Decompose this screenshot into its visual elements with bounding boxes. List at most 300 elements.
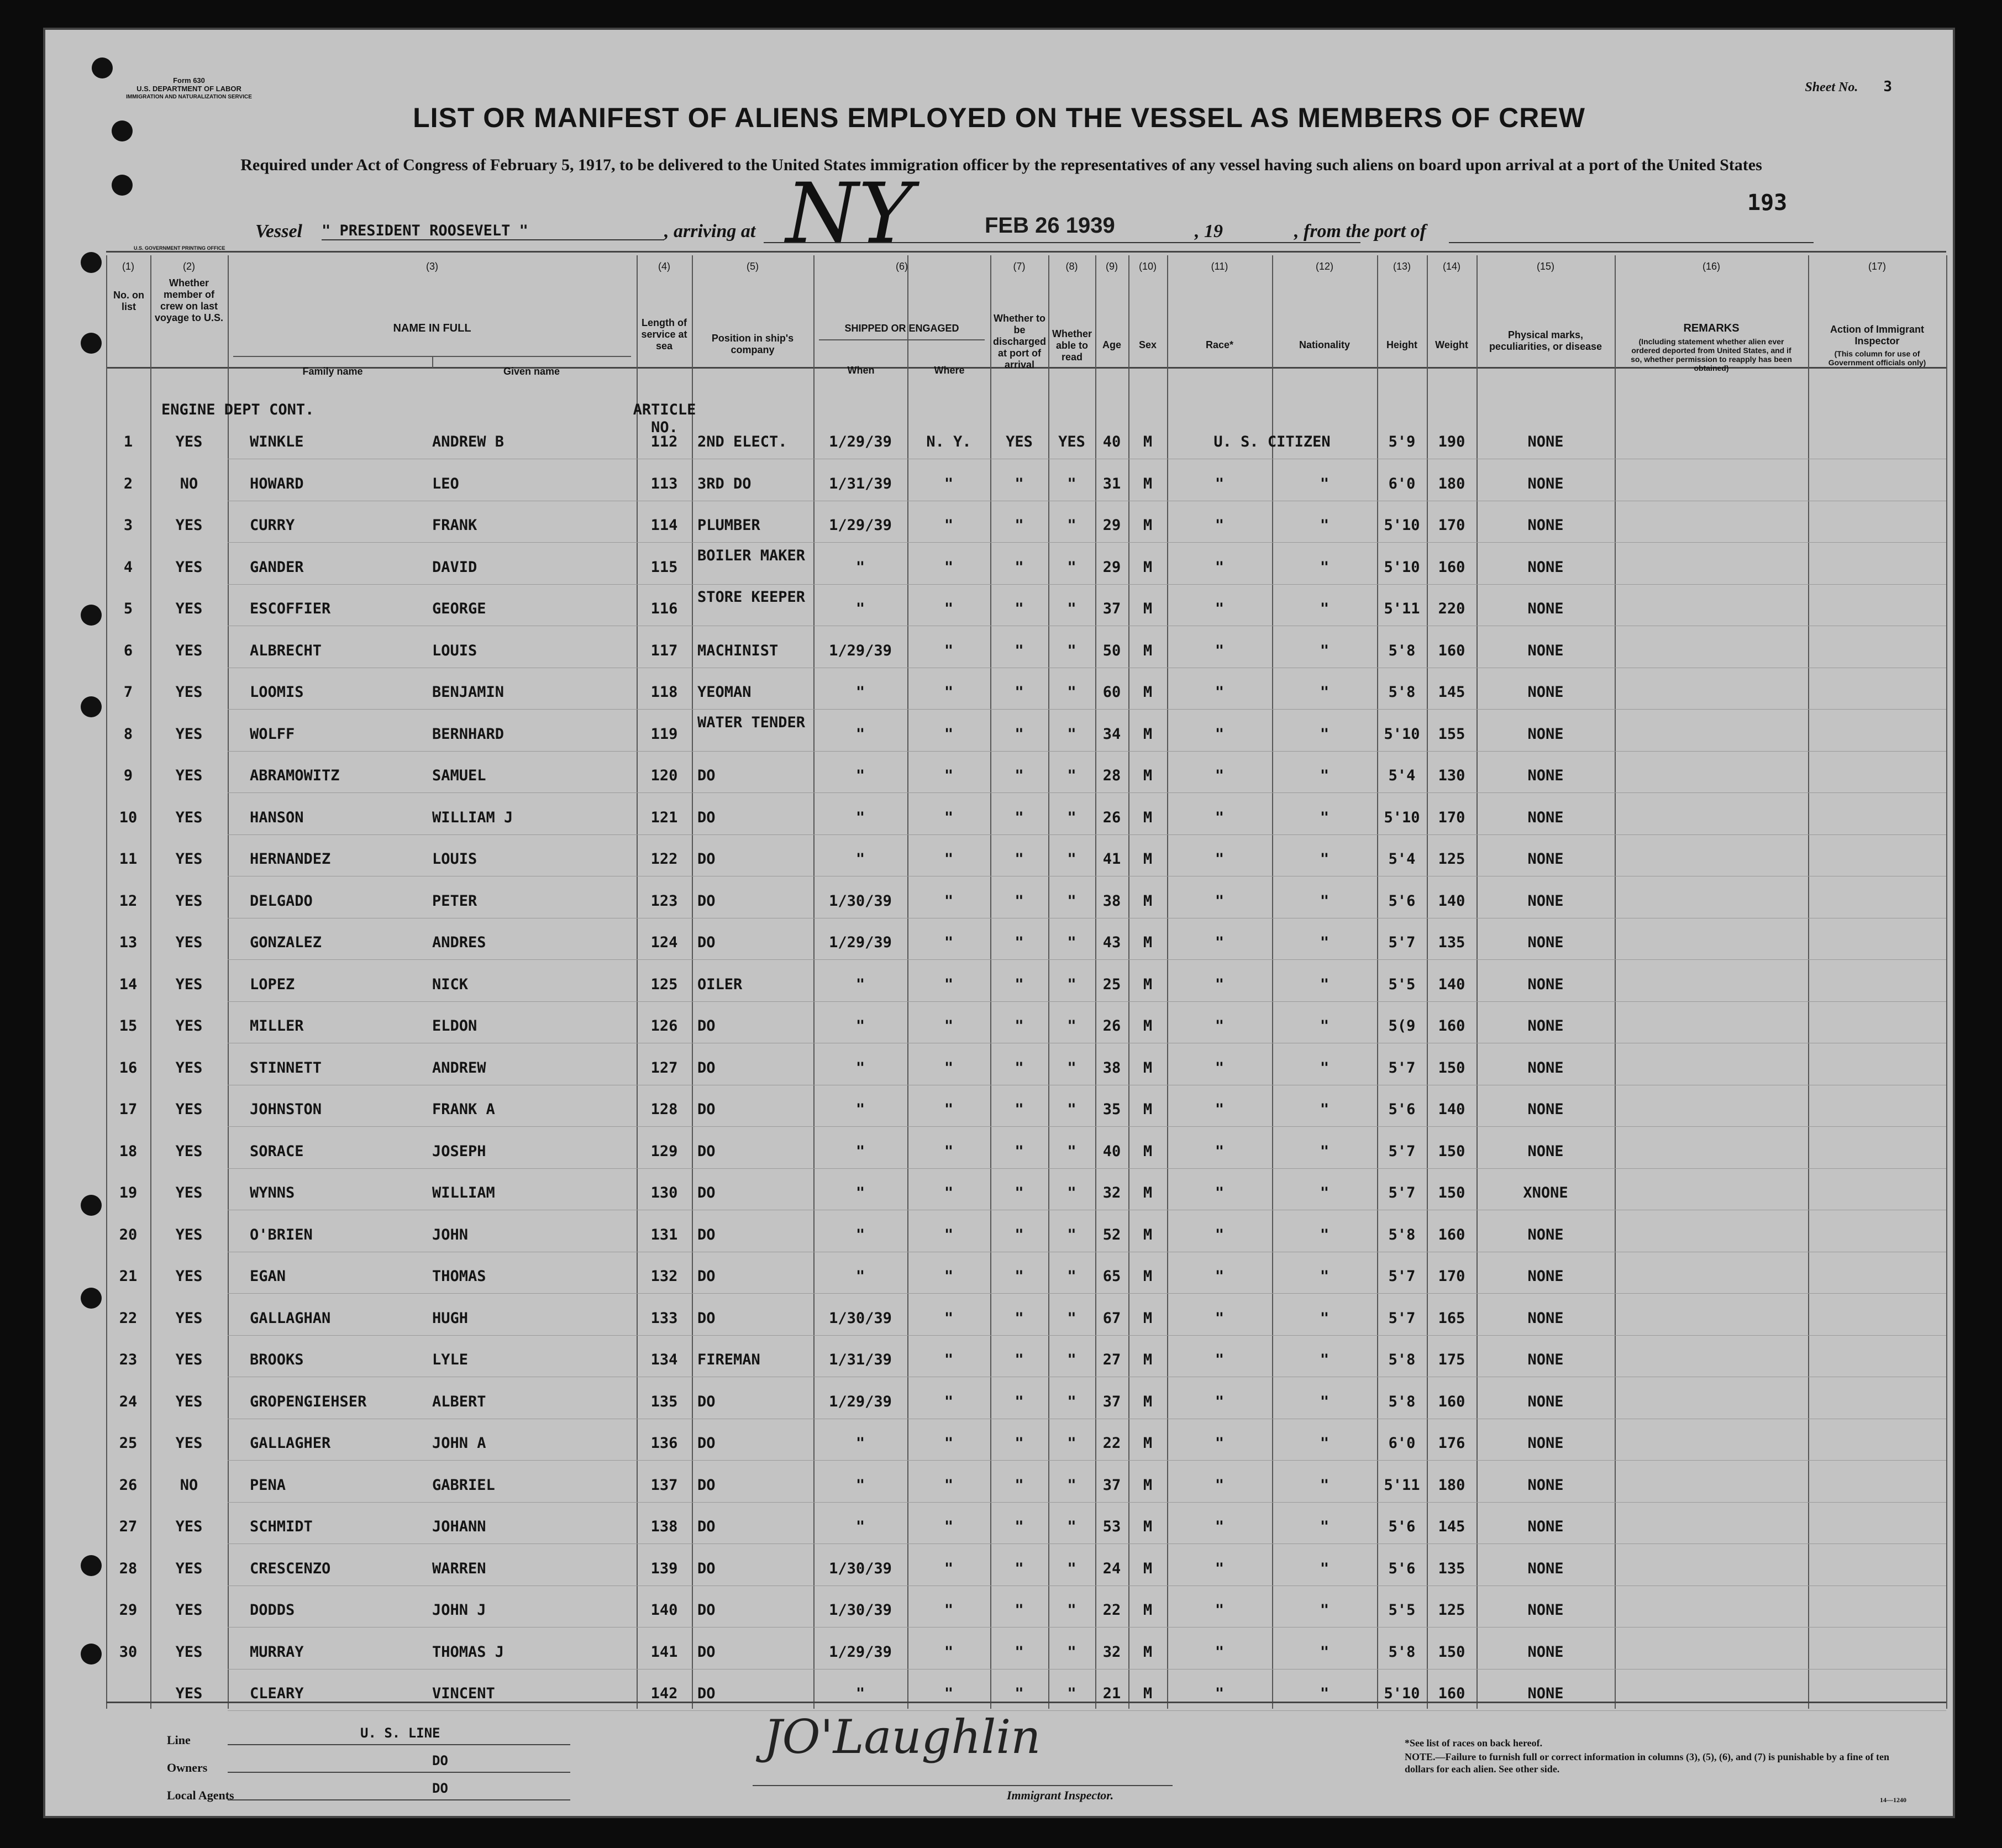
cell-read: ": [1067, 684, 1076, 701]
cell-member: YES: [175, 851, 203, 868]
cell-family: ALBRECHT: [250, 642, 322, 659]
cell-height: 6'0: [1388, 1435, 1416, 1452]
cell-sex: M: [1143, 1184, 1153, 1201]
cell-member: YES: [175, 1184, 203, 1201]
cell-article: 127: [650, 1059, 678, 1077]
binder-hole: [112, 175, 133, 196]
year-underline: [1244, 241, 1289, 243]
cell-no: 28: [119, 1560, 138, 1577]
cell-when: 1/29/39: [829, 517, 892, 534]
col-num: (9): [1106, 261, 1118, 272]
table-row: [45, 1184, 1955, 1217]
cell-weight: 170: [1438, 809, 1465, 826]
header-weight: Weight: [1435, 339, 1468, 350]
cell-member: NO: [180, 1476, 198, 1494]
cell-sex: M: [1143, 1017, 1153, 1035]
cell-age: 37: [1102, 1476, 1121, 1494]
cell-race: ": [1215, 1351, 1225, 1368]
crew-table-body: [45, 428, 1955, 1704]
cell-where: ": [944, 1435, 954, 1452]
cell-physical: NONE: [1527, 1476, 1564, 1494]
row-guide-line: [228, 1502, 1946, 1503]
cell-article: 129: [650, 1142, 678, 1160]
cell-nationality: ": [1320, 1101, 1330, 1118]
header-when: When: [847, 365, 875, 376]
cell-sex: M: [1143, 975, 1153, 993]
cell-physical: XNONE: [1523, 1184, 1568, 1201]
cell-race: ": [1215, 642, 1225, 659]
cell-age: 67: [1102, 1309, 1121, 1327]
cell-height: 5'6: [1388, 1518, 1416, 1535]
cell-discharged: ": [1015, 1685, 1024, 1702]
cell-position: DO: [697, 1226, 716, 1243]
row-guide-line: [228, 1168, 1946, 1169]
cell-read: ": [1067, 1351, 1076, 1368]
cell-position: DO: [697, 1184, 716, 1201]
col-num: (6): [896, 261, 908, 272]
cell-no: 12: [119, 892, 138, 910]
cell-discharged: ": [1015, 1393, 1024, 1410]
col-num: (17): [1868, 261, 1886, 272]
cell-physical: NONE: [1527, 433, 1564, 450]
cell-member: NO: [180, 475, 198, 492]
cell-family: GANDER: [250, 558, 304, 576]
header-family: Family name: [302, 366, 363, 377]
cell-when: ": [855, 975, 865, 993]
cell-given: THOMAS: [432, 1268, 486, 1285]
cell-family: GALLAGHAN: [250, 1309, 331, 1327]
cell-given: ELDON: [432, 1017, 477, 1035]
cell-position: DO: [697, 809, 716, 826]
cell-position: DO: [697, 1309, 716, 1327]
cell-no: 27: [119, 1518, 138, 1535]
cell-read: ": [1067, 642, 1076, 659]
row-guide-line: [228, 1669, 1946, 1670]
cell-age: 43: [1102, 934, 1121, 951]
cell-height: 5'7: [1388, 1059, 1416, 1077]
cell-read: YES: [1058, 433, 1085, 450]
cell-weight: 175: [1438, 1351, 1465, 1368]
cell-age: 24: [1102, 1560, 1121, 1577]
cell-given: FRANK: [432, 517, 477, 534]
table-row: [45, 1017, 1955, 1051]
table-row: [45, 547, 1955, 592]
cell-family: STINNETT: [250, 1059, 322, 1077]
col-num: (13): [1393, 261, 1411, 272]
cell-weight: 125: [1438, 1602, 1465, 1619]
cell-no: 1: [123, 433, 133, 450]
cell-where: ": [944, 1602, 954, 1619]
cell-discharged: ": [1015, 1435, 1024, 1452]
cell-where: ": [944, 1101, 954, 1118]
cell-race: ": [1215, 892, 1225, 910]
cell-read: ": [1067, 1685, 1076, 1702]
cell-where: ": [944, 934, 954, 951]
table-row: [45, 433, 1955, 466]
cell-nationality: ": [1320, 1059, 1330, 1077]
row-guide-line: [228, 1335, 1946, 1336]
cell-race: ": [1215, 725, 1225, 743]
cell-nationality: ": [1320, 1393, 1330, 1410]
cell-read: ": [1067, 517, 1076, 534]
cell-race: ": [1215, 809, 1225, 826]
cell-family: ESCOFFIER: [250, 600, 331, 617]
cell-family: CLEARY: [250, 1685, 304, 1702]
table-row: [45, 1518, 1955, 1551]
cell-sex: M: [1143, 1142, 1153, 1160]
cell-no: 24: [119, 1393, 138, 1410]
cell-article: 125: [650, 975, 678, 993]
cell-no: 2: [123, 475, 133, 492]
cell-where: ": [944, 558, 954, 576]
cell-read: ": [1067, 1142, 1076, 1160]
table-row: [45, 1143, 1955, 1176]
cell-physical: NONE: [1527, 851, 1564, 868]
cell-read: ": [1067, 1017, 1076, 1035]
cell-discharged: ": [1015, 1101, 1024, 1118]
cell-where: ": [944, 600, 954, 617]
cell-given: VINCENT: [432, 1685, 495, 1702]
cell-position: 3RD DO: [697, 475, 752, 492]
cell-member: YES: [175, 1226, 203, 1243]
cell-height: 5'11: [1384, 600, 1420, 617]
cell-given: JOHN A: [432, 1435, 486, 1452]
cell-physical: NONE: [1527, 1685, 1564, 1702]
cell-when: 1/30/39: [829, 1602, 892, 1619]
cell-position: DO: [697, 1059, 716, 1077]
cell-article: 131: [650, 1226, 678, 1243]
cell-nationality: ": [1320, 1142, 1330, 1160]
cell-sex: M: [1143, 1685, 1153, 1702]
cell-nationality: ": [1320, 475, 1330, 492]
cell-when: ": [855, 558, 865, 576]
cell-where: ": [944, 517, 954, 534]
cell-article: 115: [650, 558, 678, 576]
table-row: [45, 1477, 1955, 1510]
cell-weight: 160: [1438, 1685, 1465, 1702]
cell-race: ": [1215, 1393, 1225, 1410]
table-row: [45, 589, 1955, 633]
cell-article: 137: [650, 1476, 678, 1494]
cell-article: 117: [650, 642, 678, 659]
cell-physical: NONE: [1527, 975, 1564, 993]
cell-when: 1/30/39: [829, 1560, 892, 1577]
cell-given: GEORGE: [432, 600, 486, 617]
cell-weight: 190: [1438, 433, 1465, 450]
cell-physical: NONE: [1527, 892, 1564, 910]
cell-nationality: ": [1320, 892, 1330, 910]
col-num: (2): [183, 261, 195, 272]
table-row: [45, 1059, 1955, 1093]
cell-position: DO: [697, 1643, 716, 1661]
header-no-on-list: No. on list: [113, 290, 144, 312]
cell-member: YES: [175, 1142, 203, 1160]
signature-rule: [753, 1785, 1173, 1786]
cell-physical: NONE: [1527, 1017, 1564, 1035]
table-row: [45, 1351, 1955, 1384]
cell-weight: 160: [1438, 1226, 1465, 1243]
cell-sex: M: [1143, 809, 1153, 826]
cell-height: 5'4: [1388, 767, 1416, 784]
cell-height: 5'10: [1384, 517, 1420, 534]
cell-when: 1/29/39: [829, 934, 892, 951]
cell-race: ": [1215, 1059, 1225, 1077]
cell-family: SCHMIDT: [250, 1518, 313, 1535]
cell-family: O'BRIEN: [250, 1226, 313, 1243]
cell-physical: NONE: [1527, 1101, 1564, 1118]
cell-member: YES: [175, 1017, 203, 1035]
col-num: (15): [1536, 261, 1554, 272]
cell-article: 119: [650, 725, 678, 743]
cell-discharged: ": [1015, 1476, 1024, 1494]
cell-where: ": [944, 1309, 954, 1327]
cell-sex: M: [1143, 642, 1153, 659]
col-num: (12): [1315, 261, 1333, 272]
row-guide-line: [228, 1126, 1946, 1127]
table-top-rule: [106, 251, 1946, 253]
cell-nationality: ": [1320, 725, 1330, 743]
cell-family: EGAN: [250, 1268, 286, 1285]
cell-race: ": [1215, 1602, 1225, 1619]
cell-member: YES: [175, 934, 203, 951]
cell-when: 1/30/39: [829, 1309, 892, 1327]
cell-age: 29: [1102, 517, 1121, 534]
cell-nationality: ": [1320, 517, 1330, 534]
cell-given: LOUIS: [432, 642, 477, 659]
cell-discharged: ": [1015, 1017, 1024, 1035]
cell-member: YES: [175, 684, 203, 701]
cell-read: ": [1067, 1184, 1076, 1201]
row-guide-line: [228, 1710, 1946, 1711]
cell-given: ALBERT: [432, 1393, 486, 1410]
inspector-signature: JO'Laughlin: [764, 1710, 1041, 1764]
cell-when: 1/29/39: [829, 1643, 892, 1661]
cell-where: ": [944, 767, 954, 784]
col-num: (5): [747, 261, 759, 272]
col-num: (16): [1702, 261, 1720, 272]
cell-no: 16: [119, 1059, 138, 1077]
cell-given: ANDREW: [432, 1059, 486, 1077]
cell-race: ": [1215, 1017, 1225, 1035]
table-row: [45, 976, 1955, 1009]
cell-race: ": [1215, 767, 1225, 784]
header-given: Given name: [503, 366, 560, 377]
cell-sex: M: [1143, 433, 1153, 450]
cell-age: 40: [1102, 433, 1121, 450]
footer-rule: [106, 1702, 1946, 1703]
cell-nationality: ": [1320, 851, 1330, 868]
cell-discharged: ": [1015, 1351, 1024, 1368]
cell-article: 114: [650, 517, 678, 534]
header-height: Height: [1386, 339, 1417, 350]
header-shipped: SHIPPED OR ENGAGED: [844, 323, 959, 334]
cell-no: 11: [119, 851, 138, 868]
cell-no: 19: [119, 1184, 138, 1201]
cell-age: 34: [1102, 725, 1121, 743]
cell-when: ": [855, 1685, 865, 1702]
binder-hole: [92, 57, 113, 78]
table-row: [45, 1268, 1955, 1301]
cell-position: STORE KEEPER: [697, 589, 806, 606]
cell-sex: M: [1143, 1226, 1153, 1243]
cell-when: ": [855, 1226, 865, 1243]
cell-physical: NONE: [1527, 1226, 1564, 1243]
cell-discharged: ": [1015, 975, 1024, 993]
cell-weight: 155: [1438, 725, 1465, 743]
row-guide-line: [228, 959, 1946, 960]
cell-member: YES: [175, 558, 203, 576]
arriving-label: , arriving at: [664, 221, 756, 242]
cell-read: ": [1067, 892, 1076, 910]
agents-underline: [228, 1799, 570, 1800]
cell-member: YES: [175, 892, 203, 910]
printing-office: U.S. GOVERNMENT PRINTING OFFICE: [134, 245, 225, 251]
cell-height: 5'8: [1388, 1226, 1416, 1243]
cell-no: 21: [119, 1268, 138, 1285]
cell-sex: M: [1143, 892, 1153, 910]
cell-family: HANSON: [250, 809, 304, 826]
cell-read: ": [1067, 1101, 1076, 1118]
cell-no: 14: [119, 975, 138, 993]
cell-race: ": [1215, 1560, 1225, 1577]
cell-given: JOSEPH: [432, 1142, 486, 1160]
cell-position: DO: [697, 1017, 716, 1035]
cell-family: GONZALEZ: [250, 934, 322, 951]
cell-sex: M: [1143, 1643, 1153, 1661]
cell-discharged: YES: [1006, 433, 1033, 450]
cell-sex: M: [1143, 1518, 1153, 1535]
col-num: (14): [1442, 261, 1460, 272]
cell-sex: M: [1143, 725, 1153, 743]
cell-sex: M: [1143, 851, 1153, 868]
cell-physical: NONE: [1527, 809, 1564, 826]
cell-race: ": [1215, 558, 1225, 576]
table-row: [45, 1101, 1955, 1134]
cell-height: 5'11: [1384, 1476, 1420, 1494]
cell-member: YES: [175, 1435, 203, 1452]
table-row: [45, 1393, 1955, 1426]
cell-race: ": [1215, 1101, 1225, 1118]
cell-given: WILLIAM J: [432, 809, 513, 826]
cell-article: 132: [650, 1268, 678, 1285]
cell-family: HOWARD: [250, 475, 304, 492]
binder-hole: [81, 333, 102, 354]
cell-read: ": [1067, 809, 1076, 826]
cell-weight: 130: [1438, 767, 1465, 784]
cell-article: 112: [650, 433, 678, 450]
vessel-name: " PRESIDENT ROOSEVELT ": [322, 222, 664, 240]
cell-when: ": [855, 1435, 865, 1452]
cell-weight: 150: [1438, 1643, 1465, 1661]
cell-member: YES: [175, 975, 203, 993]
cell-race: ": [1215, 1226, 1225, 1243]
cell-position: DO: [697, 1560, 716, 1577]
cell-discharged: ": [1015, 517, 1024, 534]
cell-weight: 145: [1438, 1518, 1465, 1535]
cell-nationality: ": [1320, 1435, 1330, 1452]
cell-given: SAMUEL: [432, 767, 486, 784]
article-label: ARTICLE NO.: [633, 401, 696, 436]
cell-age: 38: [1102, 1059, 1121, 1077]
cell-height: 5'10: [1384, 558, 1420, 576]
cell-given: GABRIEL: [432, 1476, 495, 1494]
cell-position: MACHINIST: [697, 642, 779, 659]
cell-age: 53: [1102, 1518, 1121, 1535]
cell-race: ": [1215, 475, 1225, 492]
cell-where: ": [944, 1184, 954, 1201]
table-row: [45, 1226, 1955, 1259]
cell-physical: NONE: [1527, 1518, 1564, 1535]
cell-height: 5'5: [1388, 975, 1416, 993]
cell-weight: 170: [1438, 517, 1465, 534]
cell-read: ": [1067, 1560, 1076, 1577]
cell-age: 31: [1102, 475, 1121, 492]
cell-sex: M: [1143, 517, 1153, 534]
cell-read: ": [1067, 1309, 1076, 1327]
cell-position: OILER: [697, 975, 743, 993]
table-row: [45, 767, 1955, 800]
cell-where: ": [944, 475, 954, 492]
header-discharged: Whether to be discharged at port of arrival: [992, 313, 1047, 370]
cell-article: 118: [650, 684, 678, 701]
cell-race: ": [1215, 517, 1225, 534]
cell-age: 32: [1102, 1643, 1121, 1661]
cell-nationality: ": [1320, 934, 1330, 951]
cell-weight: 165: [1438, 1309, 1465, 1327]
cell-article: 142: [650, 1685, 678, 1702]
col-num: (7): [1013, 261, 1026, 272]
cell-race: ": [1215, 851, 1225, 868]
cell-height: 5'6: [1388, 1101, 1416, 1118]
form-id-block: [123, 76, 255, 101]
cell-article: 138: [650, 1518, 678, 1535]
cell-article: 128: [650, 1101, 678, 1118]
cell-race: ": [1215, 934, 1225, 951]
cell-discharged: ": [1015, 725, 1024, 743]
cell-family: GROPENGIEHSER: [250, 1393, 367, 1410]
cell-when: ": [855, 1142, 865, 1160]
cell-when: 1/29/39: [829, 1393, 892, 1410]
cell-when: ": [855, 1184, 865, 1201]
page-title: LIST OR MANIFEST OF ALIENS EMPLOYED ON THE VESSEL AS MEMBERS OF CREW: [413, 102, 1585, 133]
header-read: Whether able to read: [1052, 328, 1092, 363]
cell-position: PLUMBER: [697, 517, 760, 534]
owners-value: DO: [432, 1753, 448, 1768]
cell-discharged: ": [1015, 1059, 1024, 1077]
cell-when: ": [855, 1059, 865, 1077]
cell-article: 135: [650, 1393, 678, 1410]
cell-discharged: ": [1015, 892, 1024, 910]
cell-given: JOHANN: [432, 1518, 486, 1535]
col-num: (8): [1065, 261, 1078, 272]
cell-physical: NONE: [1527, 1142, 1564, 1160]
cell-weight: 135: [1438, 934, 1465, 951]
cell-discharged: ": [1015, 1518, 1024, 1535]
cell-nationality: ": [1320, 767, 1330, 784]
cell-nationality: ": [1320, 1685, 1330, 1702]
cell-weight: 160: [1438, 1393, 1465, 1410]
cell-discharged: ": [1015, 1184, 1024, 1201]
cell-nationality: ": [1320, 1017, 1330, 1035]
cell-sex: M: [1143, 1435, 1153, 1452]
header-where: Where: [934, 365, 965, 376]
cell-age: 37: [1102, 600, 1121, 617]
cell-family: CURRY: [250, 517, 295, 534]
cell-member: YES: [175, 1351, 203, 1368]
vessel-line: [255, 166, 1814, 262]
cell-where: ": [944, 1685, 954, 1702]
cell-weight: 140: [1438, 975, 1465, 993]
